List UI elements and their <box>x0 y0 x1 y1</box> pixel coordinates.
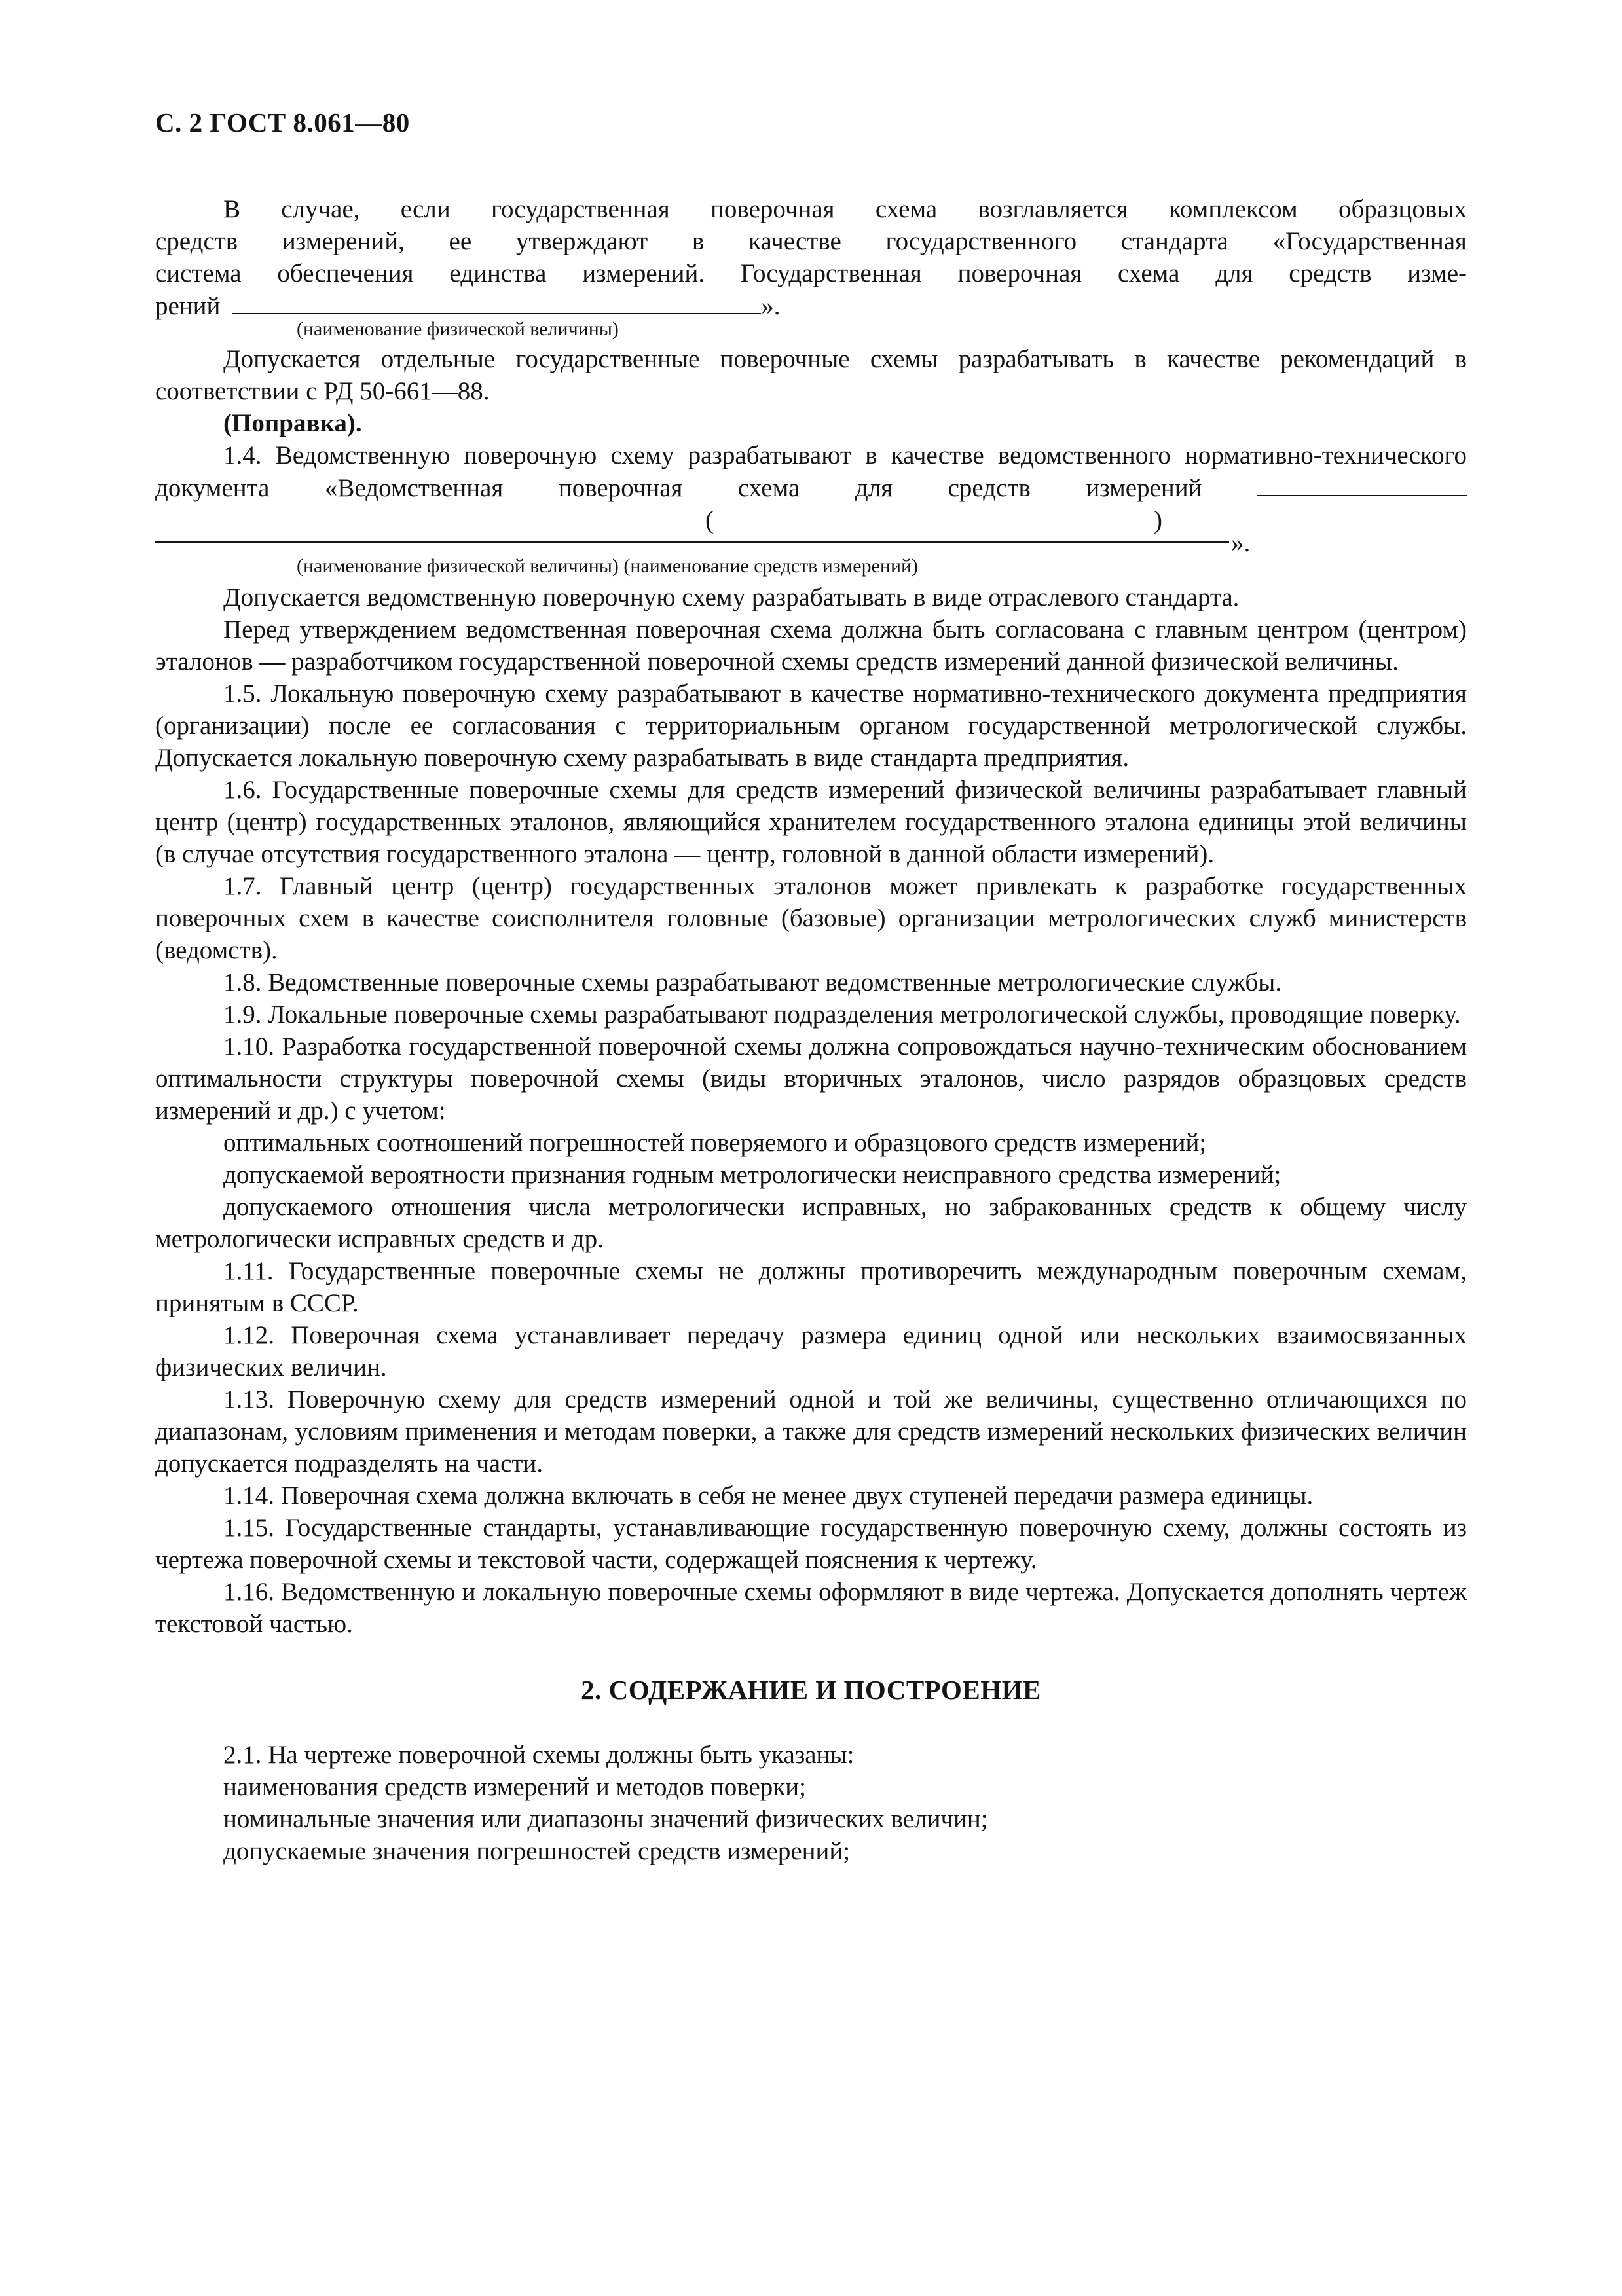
text-fragment: рений <box>155 292 221 320</box>
clause-1-16: 1.16. Ведомственную и локальную поверочные схемы оформляют в виде чертежа. Допускается дополнять чертеж текстовой частью. <box>155 1578 1467 1638</box>
blank-line <box>155 527 1467 559</box>
clause-1-8: 1.8. Ведомственные поверочные схемы разрабатывают ведомственные метрологические службы. <box>223 968 1282 996</box>
list-item: допускаемого отношения числа метрологически исправных, но забракованных средств к общему числу метрологически исправных средств и др. <box>155 1193 1467 1253</box>
paragraph: Допускается ведомственную поверочную схему разрабатывать в виде отраслевого стандарта. <box>223 583 1240 611</box>
paragraph-line: средств измерений, ее утверждают в качестве государственного стандарта «Государственная <box>155 227 1467 255</box>
text-fragment: 1.4. Ведомственную поверочную схему разрабатывают в качестве ведомственного нормативно-технического документа «Ведомственная поверочная схема для средств измерений <box>155 441 1467 502</box>
clause-1-12: 1.12. Поверочная схема устанавливает передачу размера единиц одной или нескольких взаимосвязанных физических величин. <box>155 1321 1467 1381</box>
section-heading: 2. СОДЕРЖАНИЕ И ПОСТРОЕНИЕ <box>581 1675 1041 1705</box>
paragraph: Допускается отдельные государственные поверочные схемы разрабатывать в качестве рекомендаций в соответствии с РД 50-661—88. <box>155 345 1467 405</box>
clause-1-6: 1.6. Государственные поверочные схемы для средств измерений физической величины разрабатывает главный центр (центр) государственных эталонов, являющийся хранителем государственного эталона единицы этой величины (в случае отсутствия государственного эталона — центр, головной в данной области измерений). <box>155 776 1467 868</box>
clause-1-10: 1.10. Разработка государственной поверочной схемы должна сопровождаться научно-техническим обоснованием оптимальности структуры поверочной схемы (виды вторичных эталонов, число разрядов образцовых средств измерений и др.) с учетом: <box>155 1032 1467 1125</box>
list-item: номинальные значения или диапазоны значений физических величин; <box>223 1805 988 1833</box>
clause-1-15: 1.15. Государственные стандарты, устанавливающие государственную поверочную схему, должны состоять из чертежа поверочной схемы и текстовой части, содержащей пояснения к чертежу. <box>155 1514 1467 1574</box>
page-header: С. 2 ГОСТ 8.061—80 <box>155 107 410 137</box>
text-fragment: ». <box>1231 529 1251 557</box>
blank-field <box>155 518 1229 543</box>
clause-1-7: 1.7. Главный центр (центр) государственных эталонов может привлекать к разработке государственных поверочных схем в качестве соисполнителя головные (базовые) организации метрологических служб министерств (ведомств). <box>155 872 1467 964</box>
field-caption: (наименование физической величины) (наименование средств измерений) <box>297 555 919 577</box>
list-item: оптимальных соотношений погрешностей поверяемого и образцового средств измерений; <box>223 1129 1207 1157</box>
text-fragment: ». <box>761 292 781 320</box>
paragraph-line: система обеспечения единства измерений. Государственная поверочная схема для средств изме- <box>155 259 1467 287</box>
list-item: допускаемые значения погрешностей средств измерений; <box>223 1837 851 1865</box>
clause-1-9: 1.9. Локальные поверочные схемы разрабатывают подразделения метрологической службы, проводящие поверку. <box>223 1000 1461 1029</box>
paragraph-line <box>155 289 1467 322</box>
list-item: допускаемой вероятности признания годным метрологически неисправного средства измерений; <box>223 1161 1281 1189</box>
paragraph: Перед утверждением ведомственная поверочная схема должна быть согласована с главным центром (центром) эталонов — разработчиком государственной поверочной схемы средств измерений данной физической величины. <box>155 615 1467 676</box>
clause-1-11: 1.11. Государственные поверочные схемы не должны противоречить международным поверочным схемам, принятым в СССР. <box>155 1257 1467 1317</box>
paragraph-line: В случае, если государственная поверочная схема возглавляется комплексом образцовых <box>223 195 1467 223</box>
paragraph-1-4 <box>155 439 1467 504</box>
clause-2-1: 2.1. На чертеже поверочной схемы должны быть указаны: <box>223 1741 855 1769</box>
blank-field <box>232 289 761 314</box>
clause-1-5: 1.5. Локальную поверочную схему разрабатывают в качестве нормативно-технического документа предприятия (организации) после ее согласования с территориальным органом государственной метрологической службы. Допускается локальную поверочную схему разрабатывать в виде стандарта предприятия. <box>155 680 1467 772</box>
field-caption: (наименование физической величины) <box>297 318 619 340</box>
paren-close: ) <box>1154 506 1162 534</box>
list-item: наименования средств измерений и методов поверки; <box>223 1773 806 1801</box>
blank-field <box>1257 471 1467 496</box>
document-body <box>155 193 1467 1867</box>
paren-open: ( <box>705 506 714 534</box>
clause-1-13: 1.13. Поверочную схему для средств измерений одной и той же величины, существенно отличающихся по диапазонам, условиям применения и методам поверки, а также для средств измерений нескольких физических величин допускается подразделять на части. <box>155 1385 1467 1478</box>
clause-1-14: 1.14. Поверочная схема должна включать в себя не менее двух ступеней передачи размера единицы. <box>223 1482 1314 1510</box>
amendment-note: (Поправка). <box>223 409 362 437</box>
